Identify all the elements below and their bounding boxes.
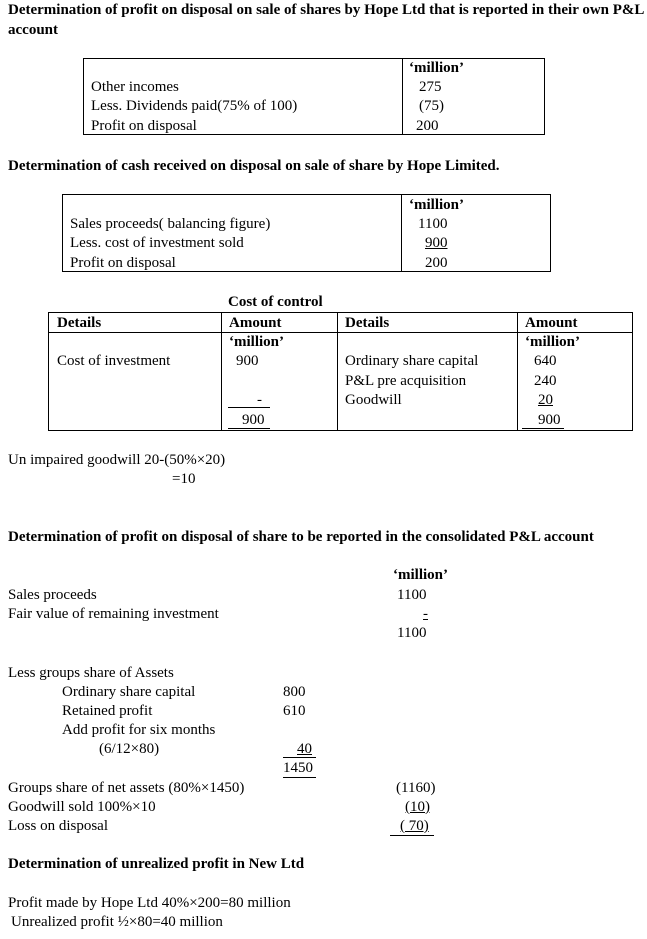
unit-header: ‘million’: [525, 334, 580, 350]
fair-value-value: -: [423, 606, 428, 622]
unit-header: ‘million’: [409, 197, 464, 213]
sales-label: Sales proceeds: [8, 587, 97, 603]
section4-heading: Determination of unrealized profit in New Ltd: [8, 856, 305, 872]
right-label: Goodwill: [345, 392, 402, 408]
loss-label: Loss on disposal: [8, 818, 109, 834]
column-header: Amount: [525, 315, 578, 331]
retained-label: Retained profit: [62, 703, 153, 719]
row-value: 900: [425, 235, 448, 251]
share-capital-value: 800: [283, 684, 306, 700]
group-share-label: Groups share of net assets (80%×1450): [8, 780, 245, 796]
underline: [228, 407, 270, 408]
column-divider: [221, 312, 222, 431]
cost-of-investment-value: 900: [236, 353, 259, 369]
unit-header: ‘million’: [409, 60, 464, 76]
six-months-label: (6/12×80): [99, 741, 160, 757]
net-assets-total: 1450: [283, 760, 313, 776]
column-header: Details: [57, 315, 102, 331]
right-value: 20: [538, 392, 553, 408]
profit-made-line: Profit made by Hope Ltd 40%×200=80 million: [8, 895, 291, 911]
column-header: Details: [345, 315, 390, 331]
goodwill-sold-label: Goodwill sold 100%×10: [8, 799, 156, 815]
group-share-value: (1160): [396, 780, 436, 796]
goodwill-result: =10: [172, 471, 196, 487]
underline: [283, 777, 316, 778]
loss-value: ( 70): [400, 818, 429, 834]
table-divider: [401, 194, 402, 272]
row-label: Less. cost of investment sold: [70, 235, 244, 251]
dash-value: -: [257, 392, 262, 408]
right-label: P&L pre acquisition: [345, 373, 467, 389]
row-label: Other incomes: [91, 79, 179, 95]
right-value: 240: [534, 373, 557, 389]
subtotal-value: 1100: [397, 625, 427, 641]
sales-value: 1100: [397, 587, 427, 603]
underline: [522, 428, 564, 429]
right-value: 640: [534, 353, 557, 369]
underline: [390, 835, 434, 836]
cost-of-control-title: Cost of control: [228, 294, 323, 310]
section1-heading: Determination of profit on disposal on sale of shares by Hope Ltd that is reported in their own P&L account: [8, 2, 644, 38]
right-total: 900: [538, 412, 561, 428]
underline: [228, 428, 270, 429]
unit-header: ‘million’: [393, 567, 448, 583]
share-capital-label: Ordinary share capital: [62, 684, 196, 700]
column-divider: [517, 312, 518, 431]
row-label: Profit on disposal: [91, 118, 197, 134]
row-label: Sales proceeds( balancing figure): [70, 216, 271, 232]
left-total: 900: [242, 412, 265, 428]
row-value: 200: [416, 118, 439, 134]
row-value: 1100: [418, 216, 448, 232]
unit-header: ‘million’: [229, 334, 284, 350]
row-label: Less. Dividends paid(75% of 100): [91, 98, 298, 114]
underline: [404, 271, 452, 272]
row-value: 275: [419, 79, 442, 95]
table-divider: [402, 58, 403, 135]
add-profit-label: Add profit for six months: [62, 722, 216, 738]
fair-value-label: Fair value of remaining investment: [8, 606, 219, 622]
goodwill-line: Un impaired goodwill 20-(50%×20): [8, 452, 226, 468]
unrealized-profit-line: Unrealized profit ½×80=40 million: [11, 914, 223, 930]
less-share-label: Less groups share of Assets: [8, 665, 174, 681]
cost-of-investment-label: Cost of investment: [57, 353, 171, 369]
section3-heading: Determination of profit on disposal of share to be reported in the consolidated P&L account: [8, 529, 594, 545]
section2-heading: Determination of cash received on disposal on sale of share by Hope Limited.: [8, 158, 500, 174]
row-label: Profit on disposal: [70, 255, 176, 271]
underline: [283, 757, 316, 758]
row-value: 200: [425, 255, 448, 271]
goodwill-sold-value: (10): [405, 799, 430, 815]
column-divider: [337, 312, 338, 431]
right-label: Ordinary share capital: [345, 353, 479, 369]
row-value: (75): [419, 98, 444, 114]
retained-value: 610: [283, 703, 306, 719]
six-months-value: 40: [297, 741, 312, 757]
column-header: Amount: [229, 315, 282, 331]
